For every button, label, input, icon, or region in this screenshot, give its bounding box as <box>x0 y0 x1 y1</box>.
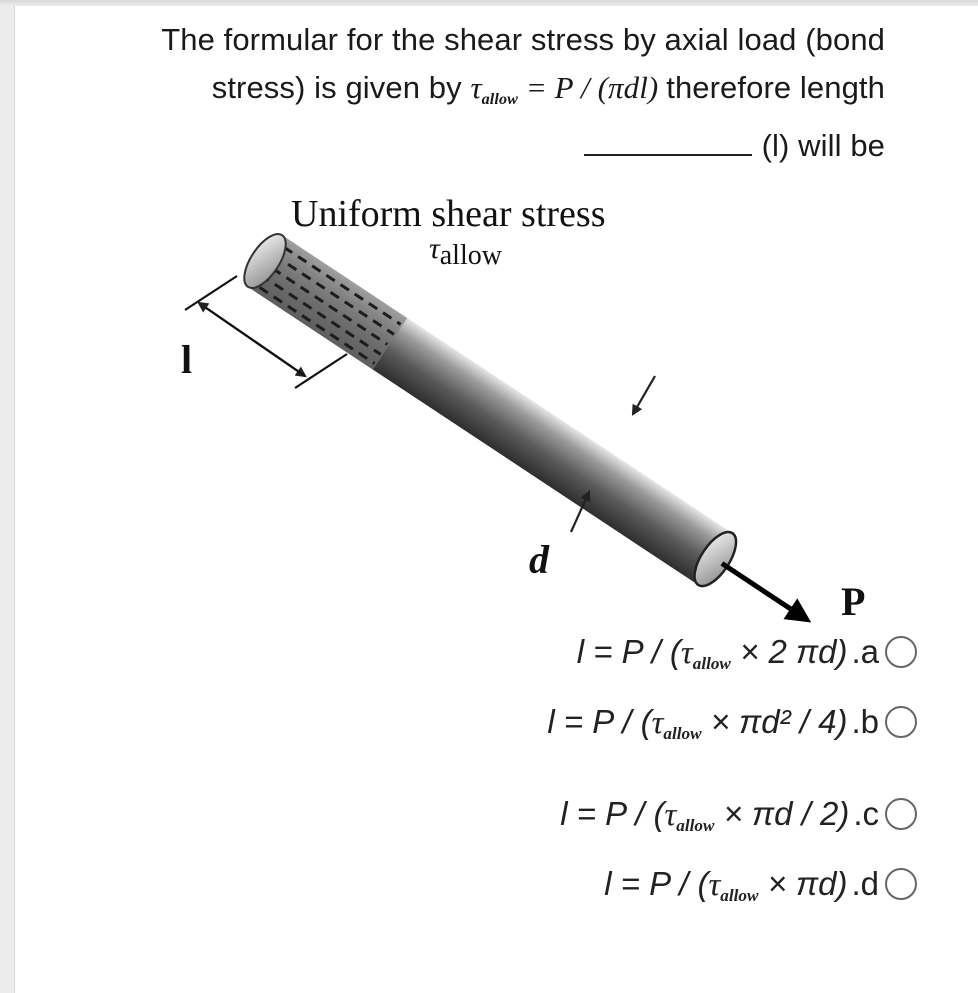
tau-symbol: τ <box>651 704 664 741</box>
question-card <box>14 6 978 993</box>
inline-formula <box>470 70 666 108</box>
tau-subscript: allow <box>439 240 502 271</box>
option-tag: .b <box>851 703 879 740</box>
tau-symbol: τ <box>680 634 693 671</box>
tau-symbol: τ <box>429 232 440 265</box>
answer-blank <box>584 130 752 156</box>
question-text: stress) is given by <box>211 70 462 105</box>
option-b[interactable] <box>547 702 879 742</box>
formula-body: = P / (πdl) <box>525 70 659 105</box>
formula-lhs: l = P / ( <box>604 864 709 902</box>
option-tag: .d <box>851 865 879 902</box>
formula-rest: × πd) <box>767 864 848 902</box>
option-c[interactable] <box>560 794 879 834</box>
option-formula <box>577 633 848 672</box>
option-tag: .c <box>853 795 879 832</box>
formula-rest: × 2 πd) <box>740 632 848 670</box>
tau-symbol: τ <box>664 796 677 833</box>
tau-subscript: allow <box>481 90 518 108</box>
tau-subscript: allow <box>720 885 759 905</box>
formula-rest: × πd² / 4) <box>710 702 848 740</box>
formula-lhs: l = P / ( <box>576 632 681 670</box>
question-text-end: therefore length <box>666 70 885 105</box>
radio-option-b[interactable] <box>885 706 917 738</box>
formula-rest: × πd / 2) <box>723 794 850 832</box>
option-formula <box>560 795 849 834</box>
radio-option-a[interactable] <box>885 636 917 668</box>
option-a[interactable] <box>577 632 879 672</box>
tau-subscript: allow <box>663 723 702 743</box>
tau-symbol: τ <box>470 70 482 105</box>
radio-option-d[interactable] <box>885 868 917 900</box>
tau-symbol: τ <box>708 866 721 903</box>
diameter-label: d <box>529 537 549 582</box>
radio-option-c[interactable] <box>885 798 917 830</box>
option-d[interactable] <box>604 864 879 904</box>
option-tag: .a <box>851 633 879 670</box>
question-line-3 <box>584 128 885 164</box>
rod-figure <box>15 186 978 626</box>
question-line-1: The formular for the shear stress by axial load (bond <box>161 22 885 57</box>
tau-subscript: allow <box>676 815 715 835</box>
formula-lhs: l = P / ( <box>560 794 665 832</box>
question-line-2 <box>212 70 885 106</box>
option-formula <box>547 703 847 742</box>
question-tail: (l) will be <box>761 128 885 163</box>
tau-subscript: allow <box>692 653 731 673</box>
tau-allow-label <box>429 232 502 271</box>
load-label: P <box>841 579 866 624</box>
formula-lhs: l = P / ( <box>547 702 652 740</box>
option-formula <box>604 865 847 904</box>
length-label: l <box>181 337 193 382</box>
figure-title: Uniform shear stress <box>291 193 606 235</box>
